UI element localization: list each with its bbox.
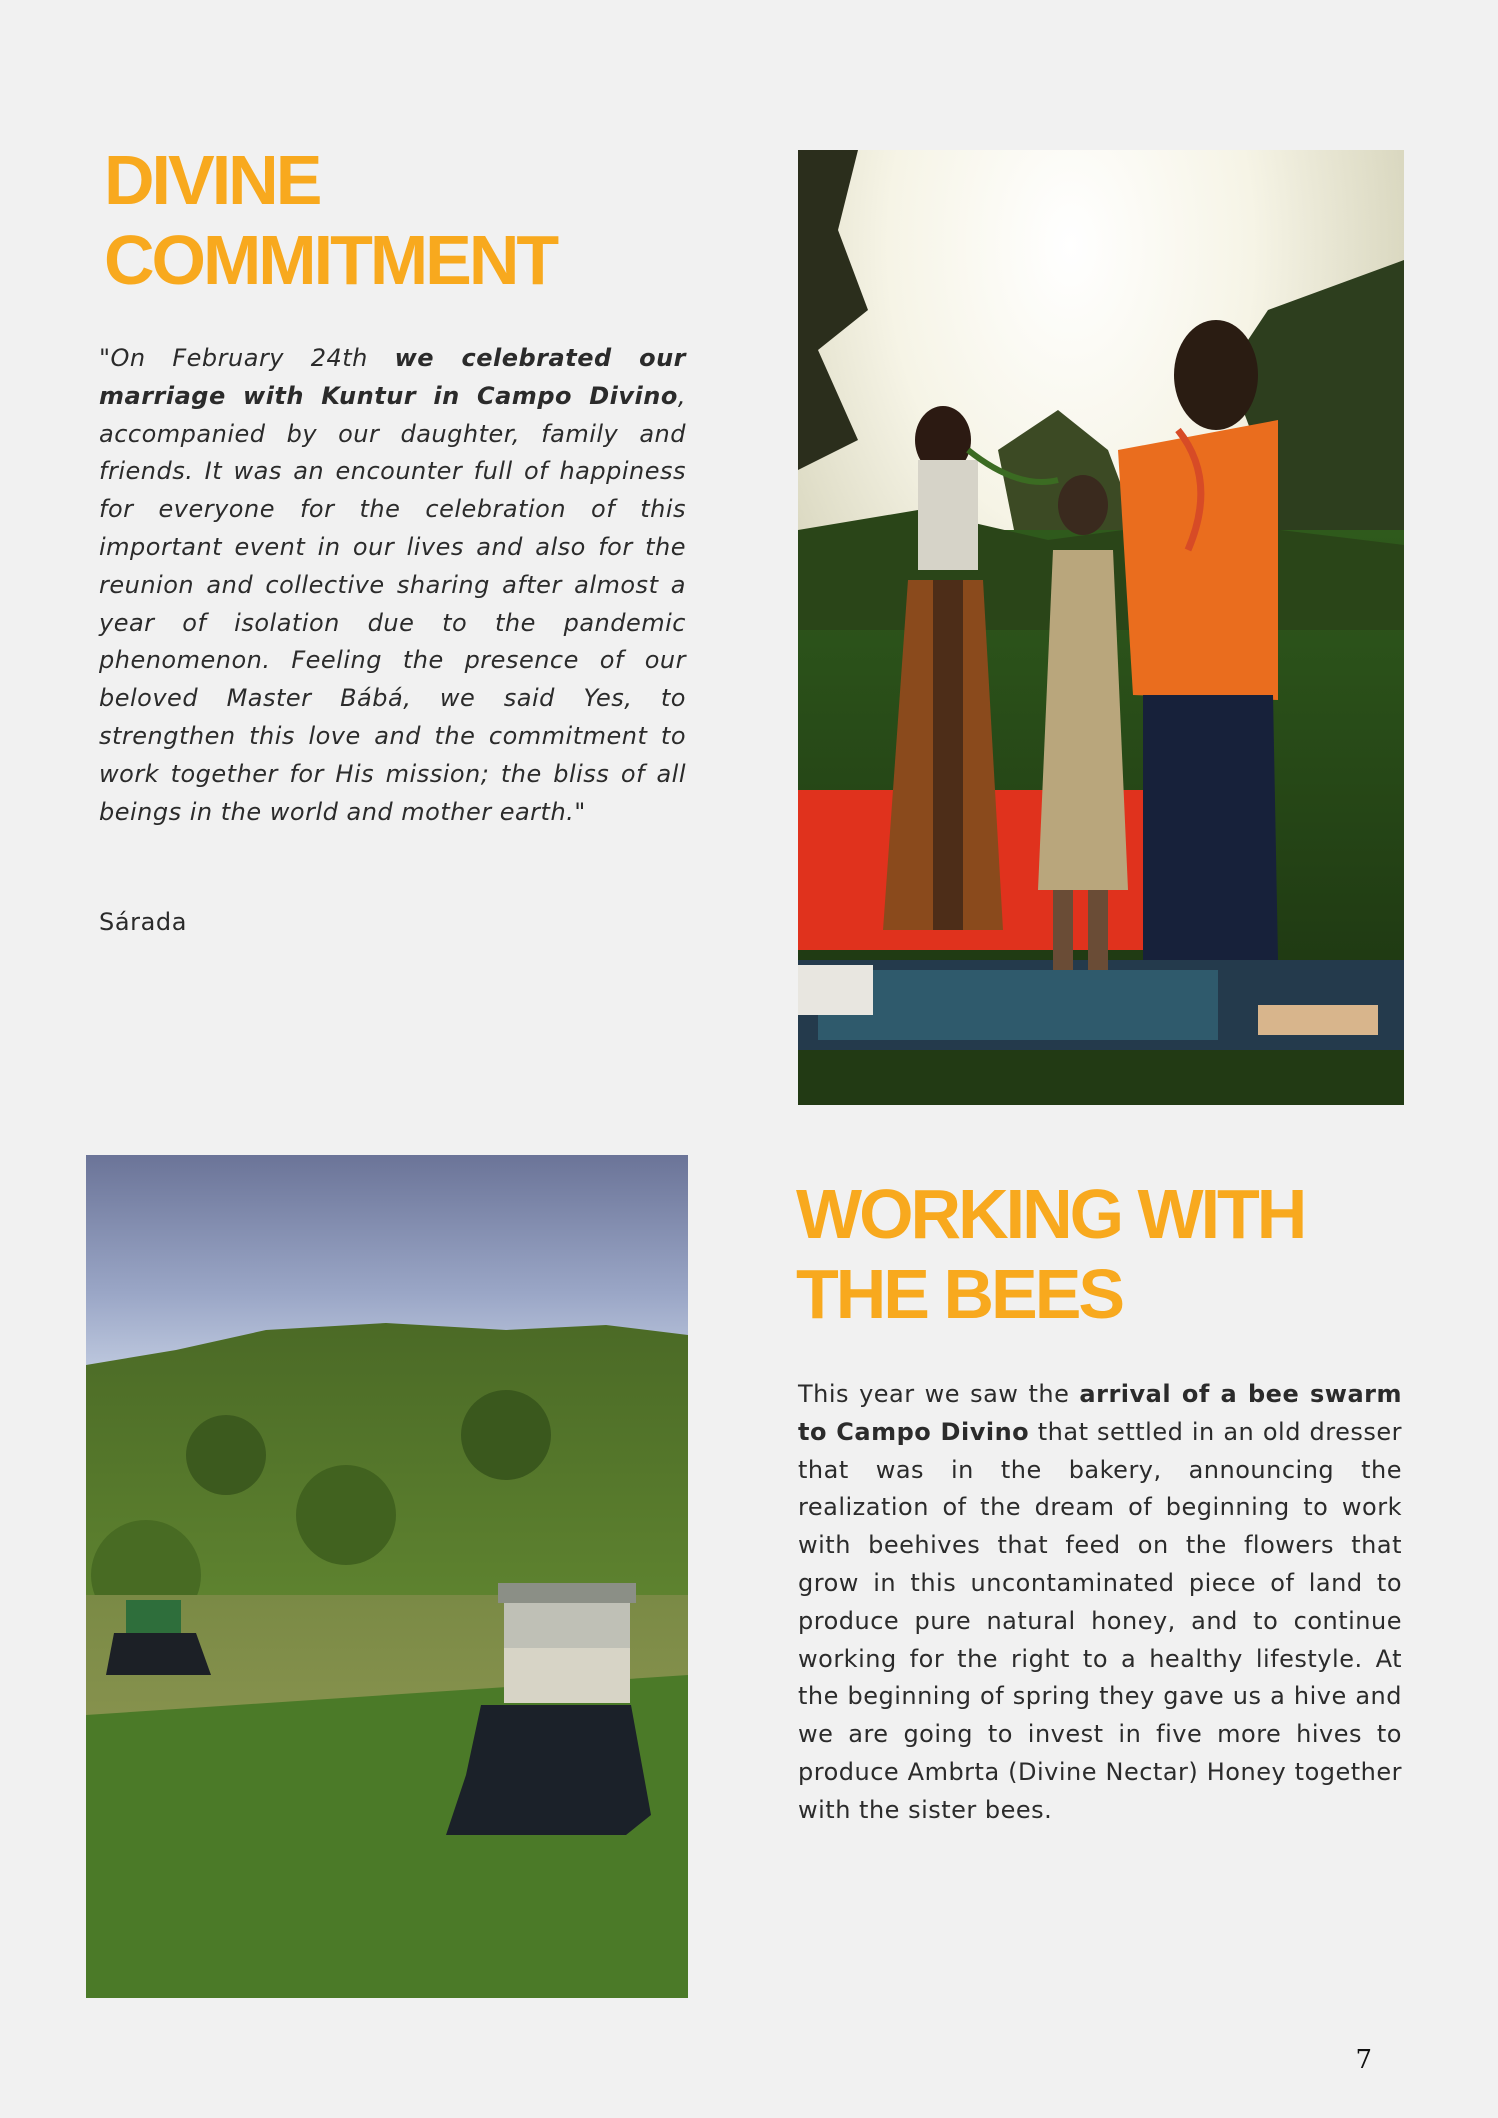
wedding-ceremony-photo <box>798 150 1404 1105</box>
quote-bold-text: we celebrated our marriage with Kuntur in Campo Divino <box>99 344 686 410</box>
bees-text: that settled in an old dresser that was in the bakery, announcing the realization of the dream of beginning to work with beehives that feed on the flowers that grow in this uncontaminated piece of land to produce pure natural honey, and to continue working for the right to a healthy lifestyle. At the beginning of spring they gave us a hive and we are going to invest in five more hives to produce Ambrta (Divine Nectar) Honey together with the sister bees. <box>798 1417 1402 1824</box>
heading-line: COMMITMENT <box>104 221 557 299</box>
quote-text: , accompanied by our daughter, family and friends. It was an encounter full of happiness for everyone for the celebration of this important event in our lives and also for the reunion and collective sharing after almost a year of isolation due to the pandemic phenomenon. Feeling the presence of our beloved Master Bábá, we said Yes, to strengthen this love and the commitment to work together for His mission; the bliss of all beings in the world and mother earth." <box>99 381 686 826</box>
heading-line: WORKING WITH <box>796 1175 1305 1253</box>
heading-line: THE BEES <box>796 1255 1123 1333</box>
page-number: 7 <box>1355 2045 1372 2075</box>
bees-paragraph <box>798 1376 1402 1830</box>
signature: Sárada <box>99 908 188 936</box>
wedding-quote <box>99 340 686 831</box>
quote-text: "On February 24th <box>99 344 395 372</box>
bees-text: This year we saw the <box>798 1380 1080 1408</box>
beehive-landscape-photo <box>86 1155 688 1998</box>
working-with-bees-heading <box>796 1174 1416 1334</box>
divine-commitment-heading <box>104 140 624 300</box>
bees-bold-text: arrival of a bee swarm to Campo Divino <box>798 1380 1403 1446</box>
heading-line: DIVINE <box>104 141 320 219</box>
